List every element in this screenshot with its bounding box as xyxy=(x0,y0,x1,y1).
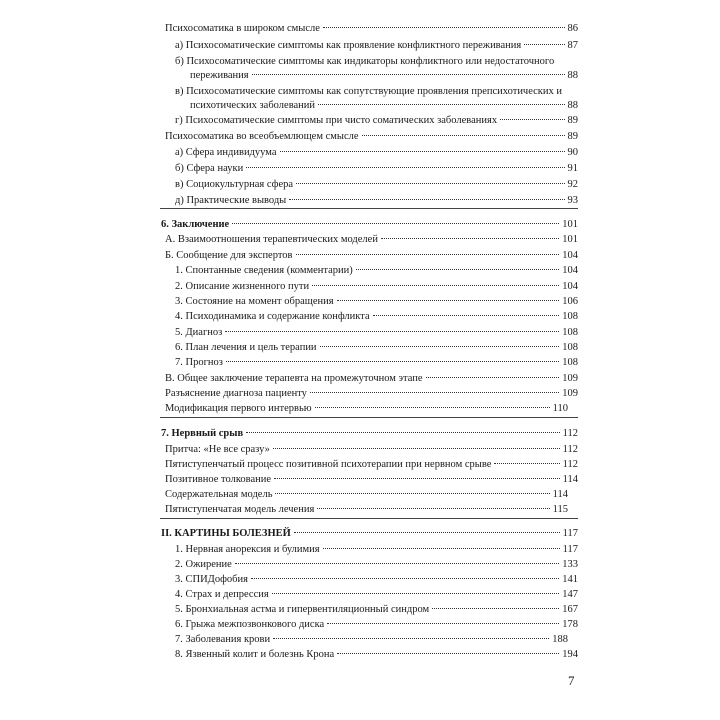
toc-entry xyxy=(0,488,720,502)
toc-page-number: 109 xyxy=(562,373,578,384)
toc-page-number: 114 xyxy=(552,489,568,500)
toc-entry xyxy=(0,22,720,36)
toc-page-number: 101 xyxy=(562,234,578,245)
toc-entry-title: в) Социокультурная сфера xyxy=(175,179,294,190)
toc-page-number: 88 xyxy=(567,70,578,81)
toc-page-number: 108 xyxy=(562,342,578,353)
dot-leader xyxy=(337,300,560,301)
toc-page-number: 104 xyxy=(562,250,578,261)
toc-entry xyxy=(0,356,720,370)
dot-leader xyxy=(432,608,559,609)
toc-entry-title: Содержательная модель xyxy=(165,489,273,500)
dot-leader xyxy=(280,151,565,152)
dot-leader xyxy=(296,254,560,255)
toc-page-number: 114 xyxy=(562,474,578,485)
toc-page-number: 93 xyxy=(567,195,578,206)
toc-entry-title: Б. Сообщение для экспертов xyxy=(165,250,293,261)
dot-leader xyxy=(315,407,550,408)
toc-entry xyxy=(0,458,720,472)
dot-leader xyxy=(272,593,560,594)
dot-leader xyxy=(356,269,559,270)
dot-leader xyxy=(426,377,560,378)
toc-entry xyxy=(0,146,720,160)
toc-page-number: 89 xyxy=(567,115,578,126)
toc-entry-title: а) Сфера индивидуума xyxy=(175,147,277,158)
toc-entry-title: 3. СПИДофобия xyxy=(175,574,248,585)
toc-page-number: 92 xyxy=(567,179,578,190)
toc-entry-title: 4. Психодинамика и содержание конфликта xyxy=(175,311,370,322)
toc-page-number: 167 xyxy=(562,604,578,615)
toc-page-number: 141 xyxy=(562,574,578,585)
toc-page-number: 109 xyxy=(562,388,578,399)
toc-entry xyxy=(0,130,720,144)
toc-entry xyxy=(0,648,720,662)
toc-entry-title: 5. Бронхиальная астма и гипервентиляционный синдром xyxy=(175,604,430,615)
section-divider xyxy=(160,518,578,519)
toc-entry xyxy=(0,341,720,355)
toc-page-number: 133 xyxy=(562,559,578,570)
toc-chapter-title: 6. Заключение xyxy=(161,219,230,230)
toc-entry-title-cont: психотических заболеваний xyxy=(190,100,316,111)
dot-leader xyxy=(274,478,560,479)
dot-leader xyxy=(232,223,559,224)
toc-entry-title: в) Психосоматические симптомы как сопутствующие проявления препсихотических и xyxy=(175,86,563,97)
dot-leader xyxy=(327,623,559,624)
dot-leader xyxy=(323,548,560,549)
toc-entry-continuation xyxy=(0,99,720,113)
toc-entry xyxy=(0,233,720,247)
toc-entry-title: 2. Ожирение xyxy=(175,559,232,570)
toc-page-number: 91 xyxy=(567,163,578,174)
toc-page-number: 88 xyxy=(567,100,578,111)
toc-entry xyxy=(0,603,720,617)
toc-page-number: 90 xyxy=(567,147,578,158)
toc-entry-title: 1. Нервная анорексия и булимия xyxy=(175,544,320,555)
toc-entry xyxy=(0,387,720,401)
toc-entry xyxy=(0,114,720,128)
section-divider xyxy=(160,208,578,209)
toc-entry-title: 2. Описание жизненного пути xyxy=(175,281,310,292)
toc-entry-title-cont: переживания xyxy=(190,70,249,81)
toc-entry xyxy=(0,573,720,587)
dot-leader xyxy=(246,432,559,433)
toc-entry-continuation xyxy=(0,69,720,83)
toc-entry xyxy=(0,280,720,294)
toc-entry xyxy=(0,618,720,632)
toc-entry xyxy=(0,162,720,176)
toc-page-number: 108 xyxy=(562,311,578,322)
toc-page-number: 147 xyxy=(562,589,578,600)
toc-entry xyxy=(0,588,720,602)
toc-entry xyxy=(0,443,720,457)
toc-entry-title: Модификация первого интервью xyxy=(165,403,312,414)
dot-leader xyxy=(323,27,565,28)
toc-entry xyxy=(0,326,720,340)
dot-leader xyxy=(246,167,564,168)
toc-entry-title: Притча: «Не все сразу» xyxy=(165,444,270,455)
toc-entry xyxy=(0,39,720,53)
toc-entry xyxy=(0,633,720,647)
toc-entry xyxy=(0,372,720,386)
toc-entry xyxy=(0,249,720,263)
toc-entry xyxy=(0,402,720,416)
toc-entry xyxy=(0,264,720,278)
toc-page-number: 86 xyxy=(567,23,578,34)
toc-entry-title: 7. Прогноз xyxy=(175,357,223,368)
toc-page-number: 104 xyxy=(562,265,578,276)
toc-entry-title: А. Взаимоотношения терапевтических моделей xyxy=(165,234,378,245)
toc-entry-title: 8. Язвенный колит и болезнь Крона xyxy=(175,649,335,660)
toc-entry-title: В. Общее заключение терапевта на промежуточном этапе xyxy=(165,373,423,384)
section-divider xyxy=(160,417,578,418)
dot-leader xyxy=(294,532,560,533)
toc-page-number: 115 xyxy=(552,504,568,515)
toc-entry-title: 5. Диагноз xyxy=(175,327,223,338)
dot-leader xyxy=(225,331,559,332)
toc-chapter-title: 7. Нервный срыв xyxy=(161,428,244,439)
dot-leader xyxy=(296,183,564,184)
toc-chapter xyxy=(0,218,720,232)
toc-page-number: 110 xyxy=(552,403,568,414)
toc-page-number: 178 xyxy=(562,619,578,630)
toc-entry xyxy=(0,473,720,487)
toc-entry-title: а) Психосоматические симптомы как проявление конфликтного переживания xyxy=(175,40,522,51)
dot-leader xyxy=(251,578,559,579)
dot-leader xyxy=(337,653,559,654)
dot-leader xyxy=(252,74,565,75)
dot-leader xyxy=(494,463,559,464)
toc-entry xyxy=(0,543,720,557)
dot-leader xyxy=(318,104,564,105)
toc-part xyxy=(0,527,720,541)
toc-page-number: 112 xyxy=(562,428,578,439)
toc-entry xyxy=(0,178,720,192)
dot-leader xyxy=(320,346,560,347)
dot-leader xyxy=(275,493,549,494)
toc-page-number: 117 xyxy=(562,528,578,539)
dot-leader xyxy=(226,361,559,362)
toc-page-number: 112 xyxy=(562,444,578,455)
toc-page-number: 101 xyxy=(562,219,578,230)
toc-page-number: 112 xyxy=(562,459,578,470)
page-number: 7 xyxy=(568,673,575,688)
dot-leader xyxy=(273,638,549,639)
dot-leader xyxy=(310,392,559,393)
toc-entry-title: 1. Спонтанные сведения (комментарии) xyxy=(175,265,353,276)
toc-page-number: 104 xyxy=(562,281,578,292)
toc-entry-title: Психосоматика во всеобъемлющем смысле xyxy=(165,131,359,142)
toc-entry-title: Разъяснение диагноза пациенту xyxy=(165,388,307,399)
toc-entry-title: б) Сфера науки xyxy=(175,163,244,174)
toc-entry xyxy=(0,85,720,99)
toc-entry xyxy=(0,55,720,69)
toc-entry-title: 6. Грыжа межпозвонкового диска xyxy=(175,619,325,630)
toc-entry xyxy=(0,503,720,517)
toc-page-number: 87 xyxy=(567,40,578,51)
dot-leader xyxy=(373,315,560,316)
toc-page-number: 188 xyxy=(552,634,568,645)
toc-entry-title: Позитивное толкование xyxy=(165,474,272,485)
toc-part-title: II. КАРТИНЫ БОЛЕЗНЕЙ xyxy=(161,528,291,539)
toc-entry-title: 7. Заболевания крови xyxy=(175,634,271,645)
toc-entry xyxy=(0,295,720,309)
toc-page-number: 108 xyxy=(562,357,578,368)
toc-page-number: 106 xyxy=(562,296,578,307)
toc-entry xyxy=(0,194,720,208)
dot-leader xyxy=(317,508,549,509)
toc-entry xyxy=(0,558,720,572)
toc-chapter xyxy=(0,427,720,441)
toc-page-number: 108 xyxy=(562,327,578,338)
toc-page-number: 194 xyxy=(562,649,578,660)
dot-leader xyxy=(524,44,564,45)
toc-page-number: 89 xyxy=(567,131,578,142)
toc-entry-title: 6. План лечения и цель терапии xyxy=(175,342,317,353)
toc-entry-title: Психосоматика в широком смысле xyxy=(165,23,320,34)
toc-entry-title: 3. Состояние на момент обращения xyxy=(175,296,334,307)
dot-leader xyxy=(312,285,559,286)
dot-leader xyxy=(235,563,559,564)
toc-entry-title: б) Психосоматические симптомы как индикаторы конфликтного или недостаточного xyxy=(175,56,555,67)
dot-leader xyxy=(273,448,560,449)
dot-leader xyxy=(500,119,564,120)
dot-leader xyxy=(289,199,564,200)
toc-entry-title: д) Практические выводы xyxy=(175,195,287,206)
dot-leader xyxy=(362,135,565,136)
toc-entry-title: г) Психосоматические симптомы при чисто соматических заболеваниях xyxy=(175,115,498,126)
toc-entry-title: Пятиступенчатый процесс позитивной психотерапии при нервном срыве xyxy=(165,459,492,470)
toc-entry-title: Пятиступенчатая модель лечения xyxy=(165,504,315,515)
toc-entry xyxy=(0,310,720,324)
dot-leader xyxy=(381,238,559,239)
toc-entry-title: 4. Страх и депрессия xyxy=(175,589,269,600)
toc-page-number: 117 xyxy=(562,544,578,555)
